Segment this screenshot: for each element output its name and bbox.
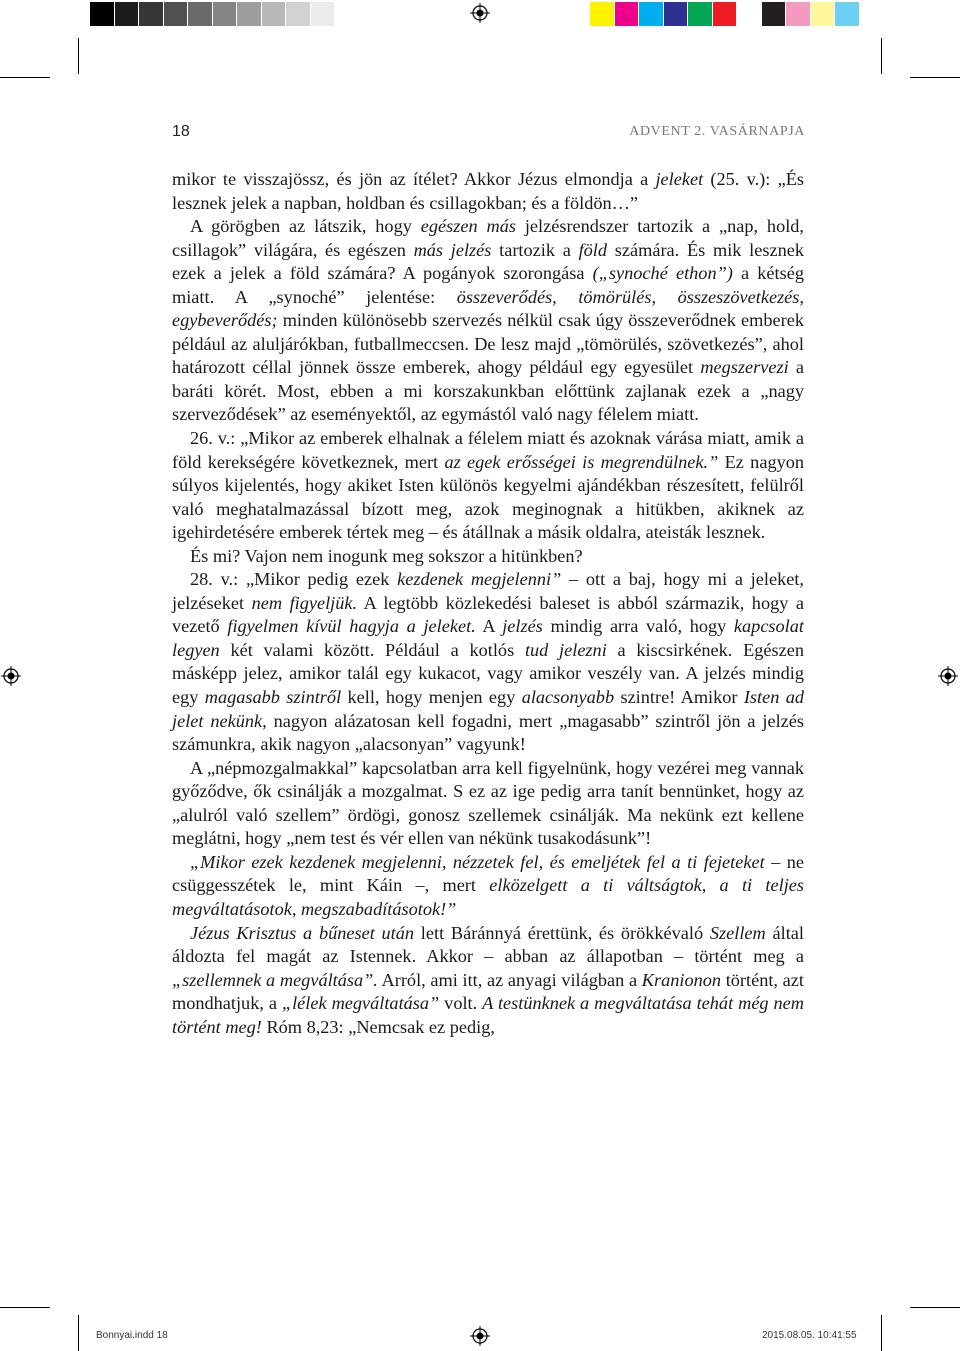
- color-swatch: [688, 2, 713, 26]
- paragraph: És mi? Vajon nem inogunk meg sokszor a hitünkben?: [190, 545, 583, 566]
- color-swatch: [188, 2, 213, 26]
- registration-mark-icon: [1, 666, 21, 686]
- color-swatch: [164, 2, 189, 26]
- color-swatch: [811, 2, 836, 26]
- running-head: ADVENT 2. VASÁRNAPJA: [629, 124, 805, 139]
- color-swatch: [213, 2, 238, 26]
- paragraph: mikor te visszajössz, és jön az ítélet? Akkor Jézus elmondja a jeleket (25. v.): „És lesznek jelek a napban, holdban és csillagokban; és a földön…”: [172, 169, 804, 213]
- color-swatch: [664, 2, 689, 26]
- color-swatch: [615, 2, 640, 26]
- crop-mark: [78, 38, 79, 74]
- crop-mark: [78, 1315, 79, 1351]
- crop-mark: [881, 38, 882, 74]
- color-swatch: [139, 2, 164, 26]
- color-swatch: [286, 2, 311, 26]
- color-swatch: [786, 2, 811, 26]
- color-swatch: [835, 2, 860, 26]
- color-swatch: [762, 2, 787, 26]
- color-swatch: [311, 2, 336, 26]
- color-swatch: [262, 2, 287, 26]
- crop-mark: [0, 77, 50, 78]
- gray-color-bar: [90, 2, 335, 26]
- body-text: [172, 168, 804, 1039]
- paragraph: 28. v.: „Mikor pedig ezek kezdenek megjelenni” – ott a baj, hogy mi a jeleket, jelzéseket nem figyeljük. A legtöbb közlekedési baleset is abból származik, hogy a vezető figyelmen kívül hagyja a jeleket. A jelzés mindig arra való, hogy kapcsolat legyen két valami között. Például a kotlós tud jelezni a kiscsirkének. Egészen másképp jelez, amikor talál egy kukacot, vagy amikor veszély van. A jelzés mindig egy magasabb szintről kell, hogy menjen egy alacsonyabb szintre! Amikor Isten ad jelet nekünk, nagyon alázatosan kell fogadni, mert „magasabb” szintről jön a jelzés számunkra, akik nagyon „alacsonyan” vagyunk!: [172, 569, 805, 755]
- page-number: 18: [172, 123, 190, 140]
- registration-mark-icon: [470, 3, 490, 23]
- registration-mark-icon: [938, 666, 958, 686]
- paragraph: „Mikor ezek kezdenek megjelenni, nézzetek fel, és emeljétek fel a ti fejeteket – ne csüggesszétek le, mint Káin –, mert elközelgett a ti váltságtok, a ti teljes megváltatásotok, megszabadításotok!”: [172, 851, 804, 919]
- color-swatch: [639, 2, 664, 26]
- color-swatch: [713, 2, 738, 26]
- crop-mark: [881, 1315, 882, 1351]
- crop-mark: [910, 77, 960, 78]
- registration-mark-icon: [470, 1326, 490, 1346]
- process-color-bar: [590, 2, 860, 26]
- slug-date: 2015.08.05. 10:41:55: [762, 1330, 857, 1341]
- crop-mark: [910, 1307, 960, 1308]
- color-swatch: [237, 2, 262, 26]
- color-swatch: [115, 2, 140, 26]
- slug-file-name: Bonnyai.indd 18: [96, 1330, 168, 1341]
- paragraph: 26. v.: „Mikor az emberek elhalnak a félelem miatt és azoknak várása miatt, amik a föld kerekségére következnek, mert az egek erősségei is megrendülnek.” Ez nagyon súlyos kijelentés, hogy akiket Isten különös kegyelmi ajándékban részesített, felülről való meghatalmazással bízott meg, azok meginognak a hitükben, akiknek az igehirdetésére emberek tértek meg – és átállnak a másik oldalra, ateisták lesznek.: [172, 428, 805, 543]
- color-swatch: [90, 2, 115, 26]
- color-swatch: [737, 2, 762, 26]
- color-swatch: [590, 2, 615, 26]
- paragraph: A „népmozgalmakkal” kapcsolatban arra kell figyelnünk, hogy vezérei meg vannak győződve, ők csinálják a mozgalmat. S ez az ige pedig arra tanít bennünket, hogy az „alulról való szellem” ördögi, gonosz szellemek csinálják. Ma nekünk ezt kellene meglátni, hogy „nem test és vér ellen van nékünk tusakodásunk”!: [172, 757, 804, 849]
- paragraph: A görögben az látszik, hogy egészen más jelzésrendszer tartozik a „nap, hold, csillagok” világára, és egészen más jelzés tartozik a föld számára. És mik lesznek ezek a jelek a föld számára? A pogányok szorongása („synoché ethon”) a kétség miatt. A „synoché” jelentése: összeverődés, tömörülés, összeszövetkezés, egybeverődés; minden különösebb szervezés nélkül csak úgy összeverődnek emberek például az aluljárókban, futballmeccsen. De lesz majd „tömörülés, szövetkezés”, ahol határozott céllal jönnek össze emberek, ahogy például egy egyesület megszervezi a baráti körét. Most, ebben a mi korszakunkban előttünk zajlanak ezek a „nagy szerveződések” az eseményektől, az egymástól való nagy félelem miatt.: [172, 216, 805, 425]
- crop-mark: [0, 1307, 50, 1308]
- paragraph: Jézus Krisztus a bűneset után lett Báránnyá érettünk, és örökkévaló Szellem által áldozta fel magát az Istennek. Akkor – abban az állapotban – történt meg a „szellemnek a megváltása”. Arról, ami itt, az anyagi világban a Kranionon történt, azt mondhatjuk, a „lélek megváltatása” volt. A testünknek a megváltatása tehát még nem történt meg! Róm 8,23: „Nemcsak ez pedig,: [172, 922, 804, 1037]
